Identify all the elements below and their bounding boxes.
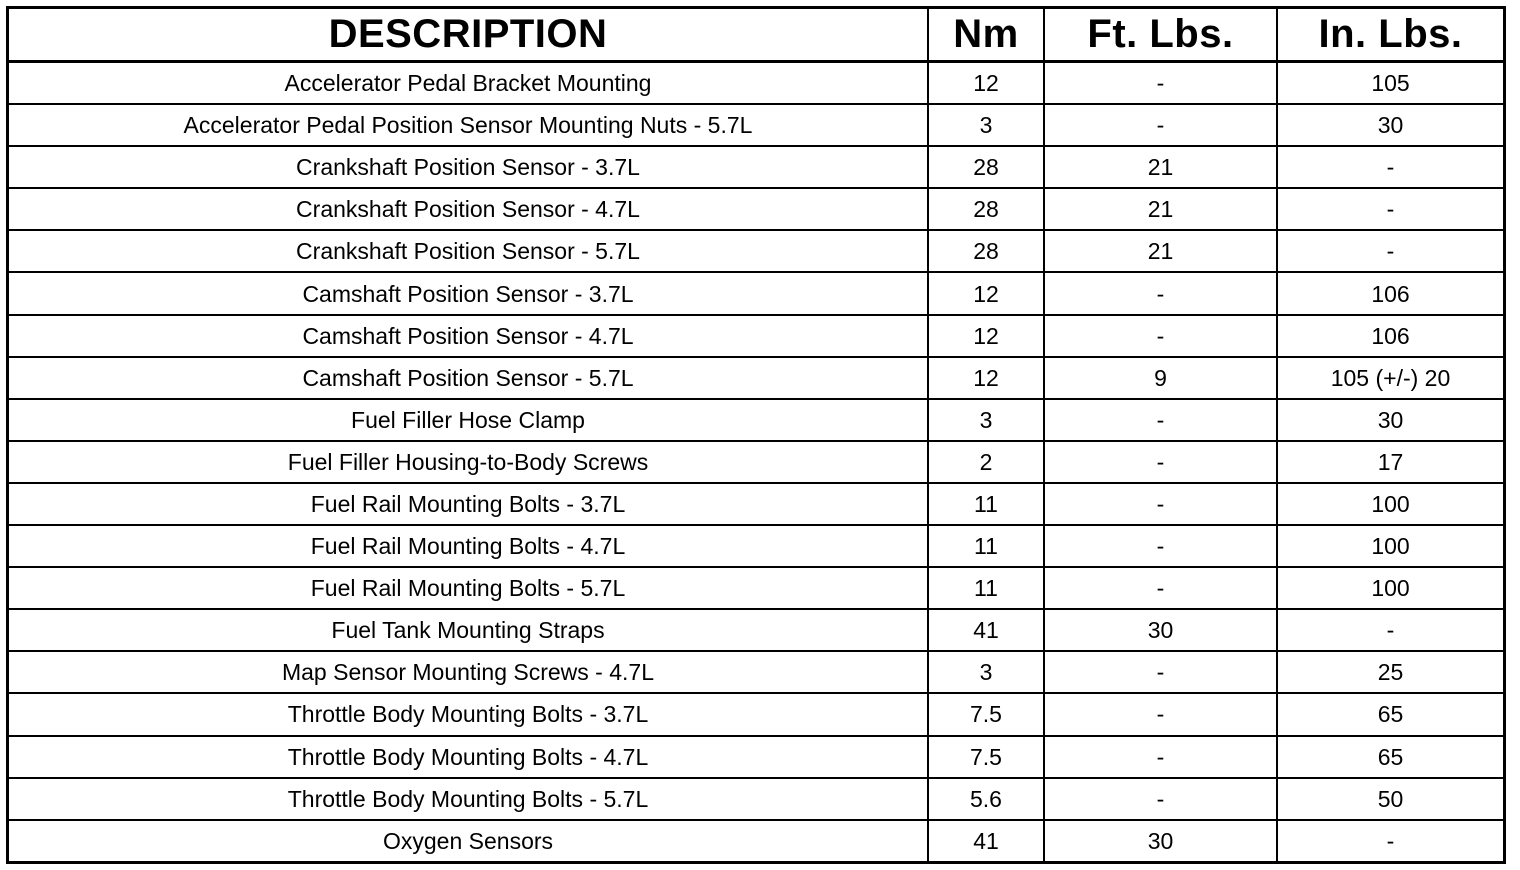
cell-description: Camshaft Position Sensor - 5.7L xyxy=(9,357,928,399)
cell-in-lbs: - xyxy=(1277,230,1503,272)
cell-description: Crankshaft Position Sensor - 5.7L xyxy=(9,230,928,272)
table-row xyxy=(9,483,1503,525)
cell-ft-lbs: 30 xyxy=(1044,609,1277,651)
table-row xyxy=(9,315,1503,357)
cell-ft-lbs: 21 xyxy=(1044,188,1277,230)
table-row xyxy=(9,693,1503,735)
cell-description: Map Sensor Mounting Screws - 4.7L xyxy=(9,651,928,693)
table-row xyxy=(9,146,1503,188)
header-description: DESCRIPTION xyxy=(9,9,928,62)
cell-ft-lbs: - xyxy=(1044,315,1277,357)
cell-in-lbs: 100 xyxy=(1277,525,1503,567)
cell-description: Crankshaft Position Sensor - 3.7L xyxy=(9,146,928,188)
table-row xyxy=(9,820,1503,861)
cell-ft-lbs: 21 xyxy=(1044,230,1277,272)
table-row xyxy=(9,357,1503,399)
cell-nm: 7.5 xyxy=(928,693,1044,735)
cell-nm: 28 xyxy=(928,188,1044,230)
cell-in-lbs: 65 xyxy=(1277,693,1503,735)
cell-in-lbs: 17 xyxy=(1277,441,1503,483)
table-row xyxy=(9,399,1503,441)
cell-nm: 5.6 xyxy=(928,778,1044,820)
cell-ft-lbs: - xyxy=(1044,778,1277,820)
table-row xyxy=(9,62,1503,105)
cell-in-lbs: 30 xyxy=(1277,399,1503,441)
header-row xyxy=(9,9,1503,62)
cell-nm: 2 xyxy=(928,441,1044,483)
cell-description: Accelerator Pedal Position Sensor Mounting Nuts - 5.7L xyxy=(9,104,928,146)
cell-description: Accelerator Pedal Bracket Mounting xyxy=(9,62,928,105)
cell-nm: 3 xyxy=(928,104,1044,146)
cell-ft-lbs: - xyxy=(1044,272,1277,314)
cell-description: Fuel Rail Mounting Bolts - 3.7L xyxy=(9,483,928,525)
table-row xyxy=(9,651,1503,693)
cell-nm: 7.5 xyxy=(928,736,1044,778)
cell-in-lbs: 65 xyxy=(1277,736,1503,778)
cell-description: Camshaft Position Sensor - 4.7L xyxy=(9,315,928,357)
cell-in-lbs: 106 xyxy=(1277,315,1503,357)
cell-nm: 28 xyxy=(928,230,1044,272)
table-row xyxy=(9,230,1503,272)
cell-description: Crankshaft Position Sensor - 4.7L xyxy=(9,188,928,230)
header-nm: Nm xyxy=(928,9,1044,62)
torque-spec-sheet xyxy=(6,6,1506,864)
cell-ft-lbs: 21 xyxy=(1044,146,1277,188)
cell-description: Throttle Body Mounting Bolts - 4.7L xyxy=(9,736,928,778)
table-body xyxy=(9,62,1503,862)
cell-description: Fuel Rail Mounting Bolts - 5.7L xyxy=(9,567,928,609)
cell-in-lbs: 30 xyxy=(1277,104,1503,146)
cell-nm: 12 xyxy=(928,62,1044,105)
cell-in-lbs: - xyxy=(1277,188,1503,230)
table-row xyxy=(9,567,1503,609)
cell-ft-lbs: - xyxy=(1044,483,1277,525)
cell-in-lbs: 106 xyxy=(1277,272,1503,314)
cell-nm: 3 xyxy=(928,651,1044,693)
cell-in-lbs: - xyxy=(1386,827,1395,854)
cell-nm: 28 xyxy=(928,146,1044,188)
table-row xyxy=(9,188,1503,230)
cell-description: Fuel Rail Mounting Bolts - 4.7L xyxy=(9,525,928,567)
cell-description: Throttle Body Mounting Bolts - 5.7L xyxy=(9,778,928,820)
header-in-lbs: In. Lbs. xyxy=(1277,9,1503,62)
cell-ft-lbs: 9 xyxy=(1044,357,1277,399)
torque-spec-table xyxy=(9,9,1503,861)
header-ft-lbs: Ft. Lbs. xyxy=(1044,9,1277,62)
cell-nm: 41 xyxy=(928,609,1044,651)
cell-nm: 12 xyxy=(928,357,1044,399)
cell-ft-lbs: - xyxy=(1044,651,1277,693)
cell-ft-lbs: - xyxy=(1044,399,1277,441)
cell-ft-lbs: - xyxy=(1044,736,1277,778)
cell-in-lbs: 105 (+/-) 20 xyxy=(1277,357,1503,399)
table-row xyxy=(9,609,1503,651)
cell-ft-lbs: 30 xyxy=(1044,820,1277,861)
cell-description: Oxygen Sensors xyxy=(9,820,928,861)
cell-nm: 11 xyxy=(928,567,1044,609)
cell-in-lbs: 50 xyxy=(1277,778,1503,820)
cell-in-lbs: 100 xyxy=(1277,567,1503,609)
table-row xyxy=(9,525,1503,567)
cell-nm: 12 xyxy=(928,272,1044,314)
cell-ft-lbs: - xyxy=(1044,525,1277,567)
cell-description: Camshaft Position Sensor - 3.7L xyxy=(9,272,928,314)
cell-ft-lbs: - xyxy=(1044,104,1277,146)
cell-ft-lbs: - xyxy=(1044,567,1277,609)
cell-description: Throttle Body Mounting Bolts - 3.7L xyxy=(9,693,928,735)
cell-nm: 12 xyxy=(928,315,1044,357)
table-row xyxy=(9,441,1503,483)
cell-in-lbs: 25 xyxy=(1277,651,1503,693)
table-row xyxy=(9,736,1503,778)
cell-ft-lbs: - xyxy=(1044,693,1277,735)
cell-nm: 11 xyxy=(928,483,1044,525)
cell-description: Fuel Filler Hose Clamp xyxy=(9,399,928,441)
cell-description: Fuel Tank Mounting Straps xyxy=(9,609,928,651)
cell-ft-lbs: - xyxy=(1044,441,1277,483)
cell-description: Fuel Filler Housing-to-Body Screws xyxy=(9,441,928,483)
cell-in-lbs: - xyxy=(1277,146,1503,188)
cell-in-lbs: 105 xyxy=(1277,62,1503,105)
cell-nm: 3 xyxy=(928,399,1044,441)
table-row xyxy=(9,272,1503,314)
cell-in-lbs: - xyxy=(1277,609,1503,651)
cell-in-lbs: 100 xyxy=(1277,483,1503,525)
cell-nm: 41 xyxy=(928,820,1044,861)
cell-ft-lbs: - xyxy=(1044,62,1277,105)
table-row xyxy=(9,778,1503,820)
table-header xyxy=(9,9,1503,62)
cell-nm: 11 xyxy=(928,525,1044,567)
table-row xyxy=(9,104,1503,146)
